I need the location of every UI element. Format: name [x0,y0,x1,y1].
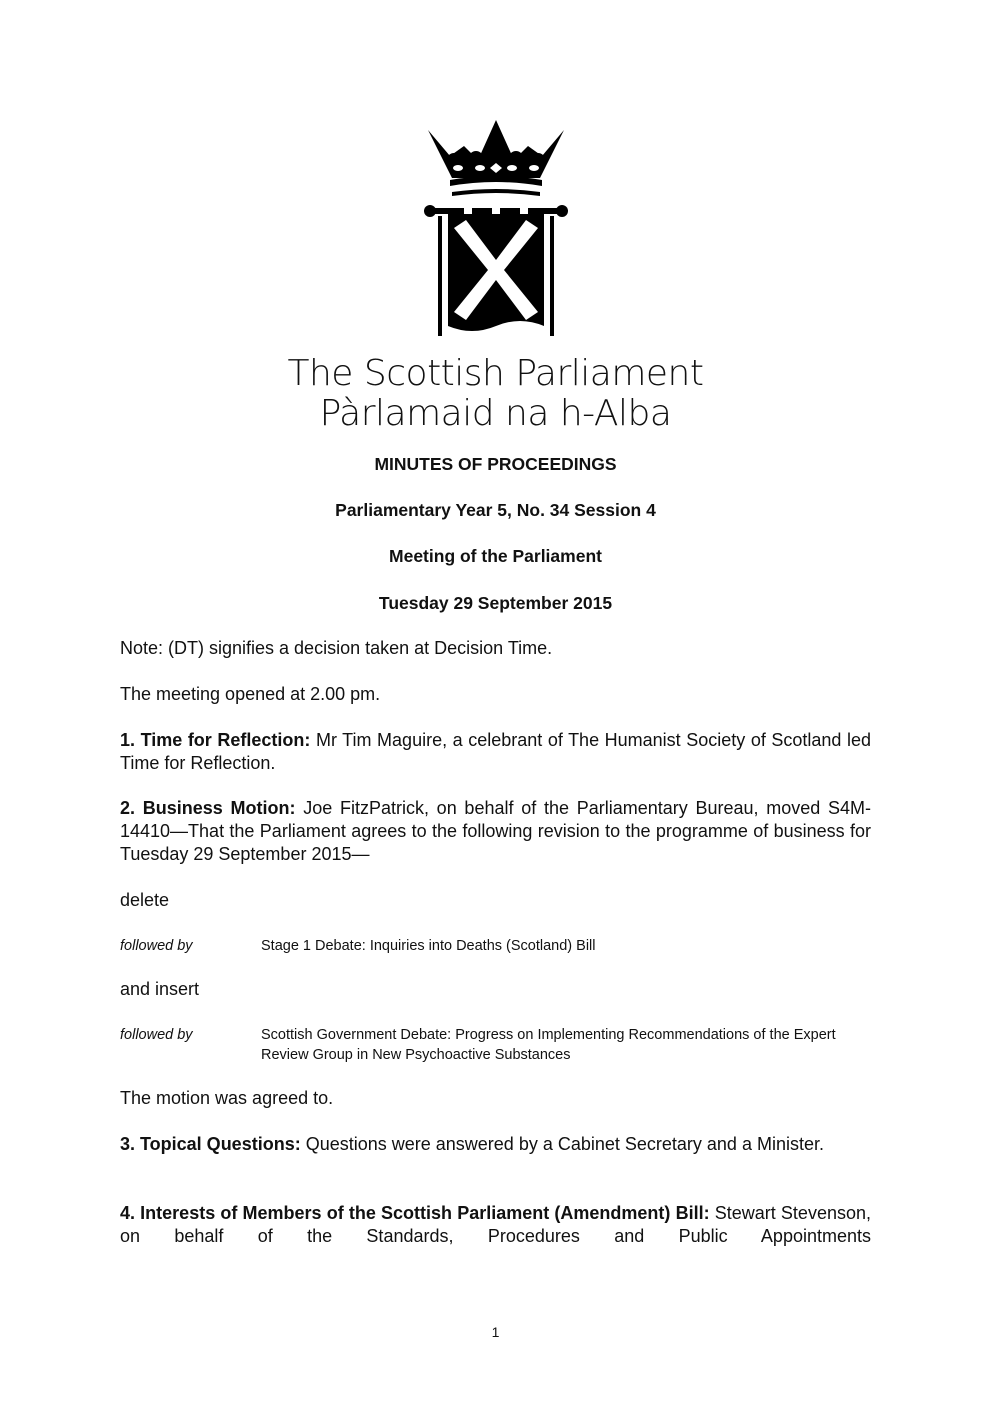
scottish-parliament-emblem-icon [424,116,568,342]
item-heading: 1. Time for Reflection: [120,730,311,750]
item-text: Mr Tim Maguire, a celebrant of The Humanist Society of Scotland led Time for Reflection. [120,730,872,773]
item-text: Joe FitzPatrick, on behalf of the Parliamentary Bureau, moved S4M-14410—That the Parliament agrees to the following revision to the programme of business for Tuesday 29 September 2015— [120,798,871,864]
item-text: Stewart Stevenson, on behalf of the Standards, Procedures and Public Appointments [120,1203,871,1246]
row-label: followed by [120,1027,193,1043]
item-business-motion [120,797,871,866]
row-text: Stage 1 Debate: Inquiries into Deaths (Scotland) Bill [261,938,596,954]
row-text: Scottish Government Debate: Progress on Implementing Recommendations of the Expert Review Group in New Psychoactive Substances [261,1027,836,1063]
delete-label: delete [120,890,170,910]
parliament-name-english: The Scottish Parliament [287,353,704,394]
item-time-for-reflection [120,729,871,775]
decision-time-note: Note: (DT) signifies a decision taken at Decision Time. [120,638,553,658]
meeting-date: Tuesday 29 September 2015 [378,593,613,613]
item-interests-bill [120,1202,871,1248]
motion-result: The motion was agreed to. [120,1088,334,1108]
page-number: 1 [491,1324,500,1340]
document-title: MINUTES OF PROCEEDINGS [374,454,617,474]
parliamentary-year-line: Parliamentary Year 5, No. 34 Session 4 [335,500,656,520]
parliament-name-gaelic: Pàrlamaid na h-Alba [319,393,672,434]
item-topical-questions [120,1133,871,1156]
item-heading: 2. Business Motion: [120,798,296,818]
item-text: Questions were answered by a Cabinet Secretary and a Minister. [300,1134,824,1154]
insert-label: and insert [120,979,200,999]
item-heading: 4. Interests of Members of the Scottish Parliament (Amendment) Bill: [120,1203,710,1223]
item-heading: 3. Topical Questions: [120,1134,301,1154]
row-label: followed by [120,938,193,954]
meeting-opened-text: The meeting opened at 2.00 pm. [120,684,381,704]
meeting-title: Meeting of the Parliament [389,546,602,566]
